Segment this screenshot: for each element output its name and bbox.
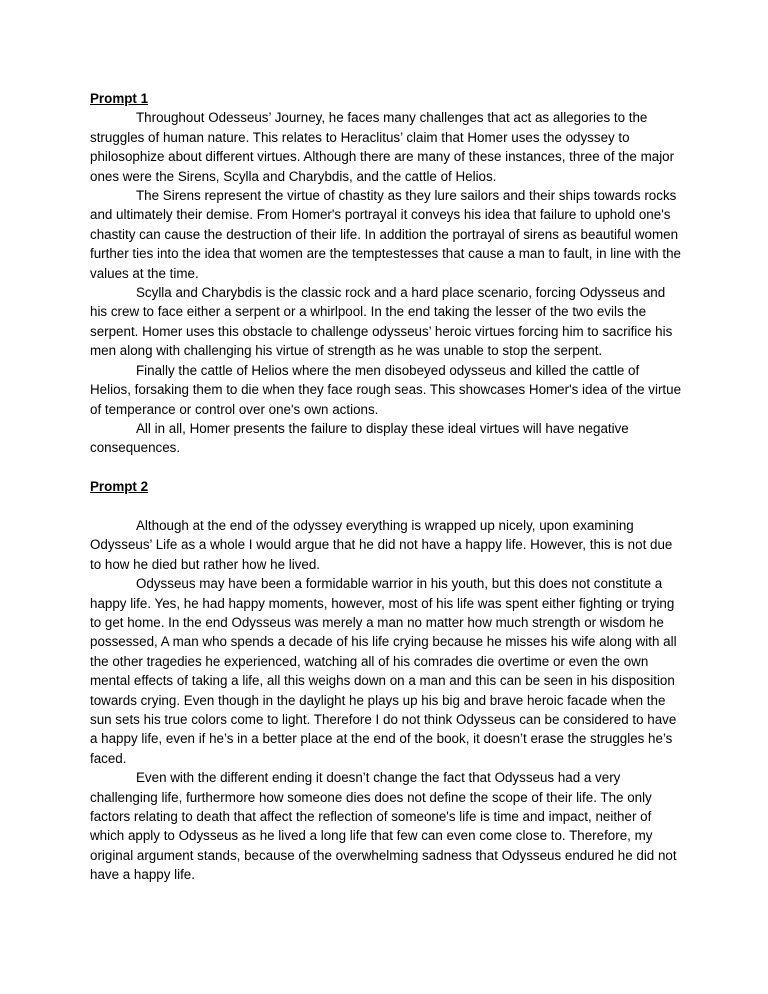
prompt-2-paragraph: Although at the end of the odyssey everything is wrapped up nicely, upon examining Odysseus’ Life as a whole I would argue that he did not have a happy life. However, this is not due to how he died but rather how he lived. [90, 517, 673, 572]
prompt-1-paragraph: Throughout Odesseus’ Journey, he faces many challenges that act as allegories to the struggles of human nature. This relates to Heraclitus’ claim that Homer uses the odyssey to philosophize about different virtues. Although there are many of these instances, three of the major ones were the Sirens, Scylla and Charybdis, and the cattle of Helios. [90, 110, 675, 184]
prompt-1-heading: Prompt 1 [90, 91, 149, 106]
heading-spacer [90, 497, 682, 516]
prompt-1-paragraph: Finally the cattle of Helios where the men disobeyed odysseus and killed the cattle of Helios, forsaking them to die when they face rough seas. This showcases Homer's idea of the virtue of temperance or control over one's own actions. [90, 362, 682, 417]
prompt-2-paragraph: Odysseus may have been a formidable warrior in his youth, but this does not constitute a happy life. Yes, he had happy moments, however, most of his life was spent either fighting or trying to get home. In the end Odysseus was merely a man no matter how much strength or wisdom he possessed, A man who spends a decade of his life crying because he misses his wife along with all the other tragedies he experienced, watching all of his comrades die overtime or even the own mental effects of taking a life, all this weighs down on a man and this can be seen in his disposition towards crying. Even though in the daylight he plays up his big and brave heroic facade when the sun sets his true colors come to light. Therefore I do not think Odysseus can be considered to have a happy life, even if he’s in a better place at the end of the book, it doesn’t erase the struggles he’s faced. [90, 576, 677, 766]
prompt-2-paragraph: Even with the different ending it doesn’t change the fact that Odysseus had a very challenging life, furthermore how someone dies does not define the scope of their life. The only factors relating to death that affect the reflection of someone's life is time and impact, neither of which apply to Odysseus as he lived a long life that few can even come close to. Therefore, my original argument stands, because of the overwhelming sadness that Odysseus endured he did not have a happy life. [90, 770, 677, 883]
prompt-1-paragraph: Scylla and Charybdis is the classic rock and a hard place scenario, forcing Odysseus and his crew to face either a serpent or a whirlpool. In the end taking the lesser of the two evils the serpent. Homer uses this obstacle to challenge odysseus’ heroic virtues forcing him to sacrifice his men along with challenging his virtue of strength as he was unable to stop the serpent. [90, 285, 673, 359]
section-spacer [90, 458, 682, 477]
prompt-1-paragraph: The Sirens represent the virtue of chastity as they lure sailors and their ships towards rocks and ultimately their demise. From Homer's portrayal it conveys his idea that failure to uphold one's chastity can cause the destruction of their life. In addition the portrayal of sirens as beautiful women further ties into the idea that women are the temptestesses that cause a man to fault, in line with the values at the time. [90, 188, 682, 281]
prompt-2-heading: Prompt 2 [90, 479, 149, 495]
document-page [90, 89, 682, 885]
prompt-1-paragraph: All in all, Homer presents the failure to display these ideal virtues will have negative consequences. [90, 420, 629, 456]
